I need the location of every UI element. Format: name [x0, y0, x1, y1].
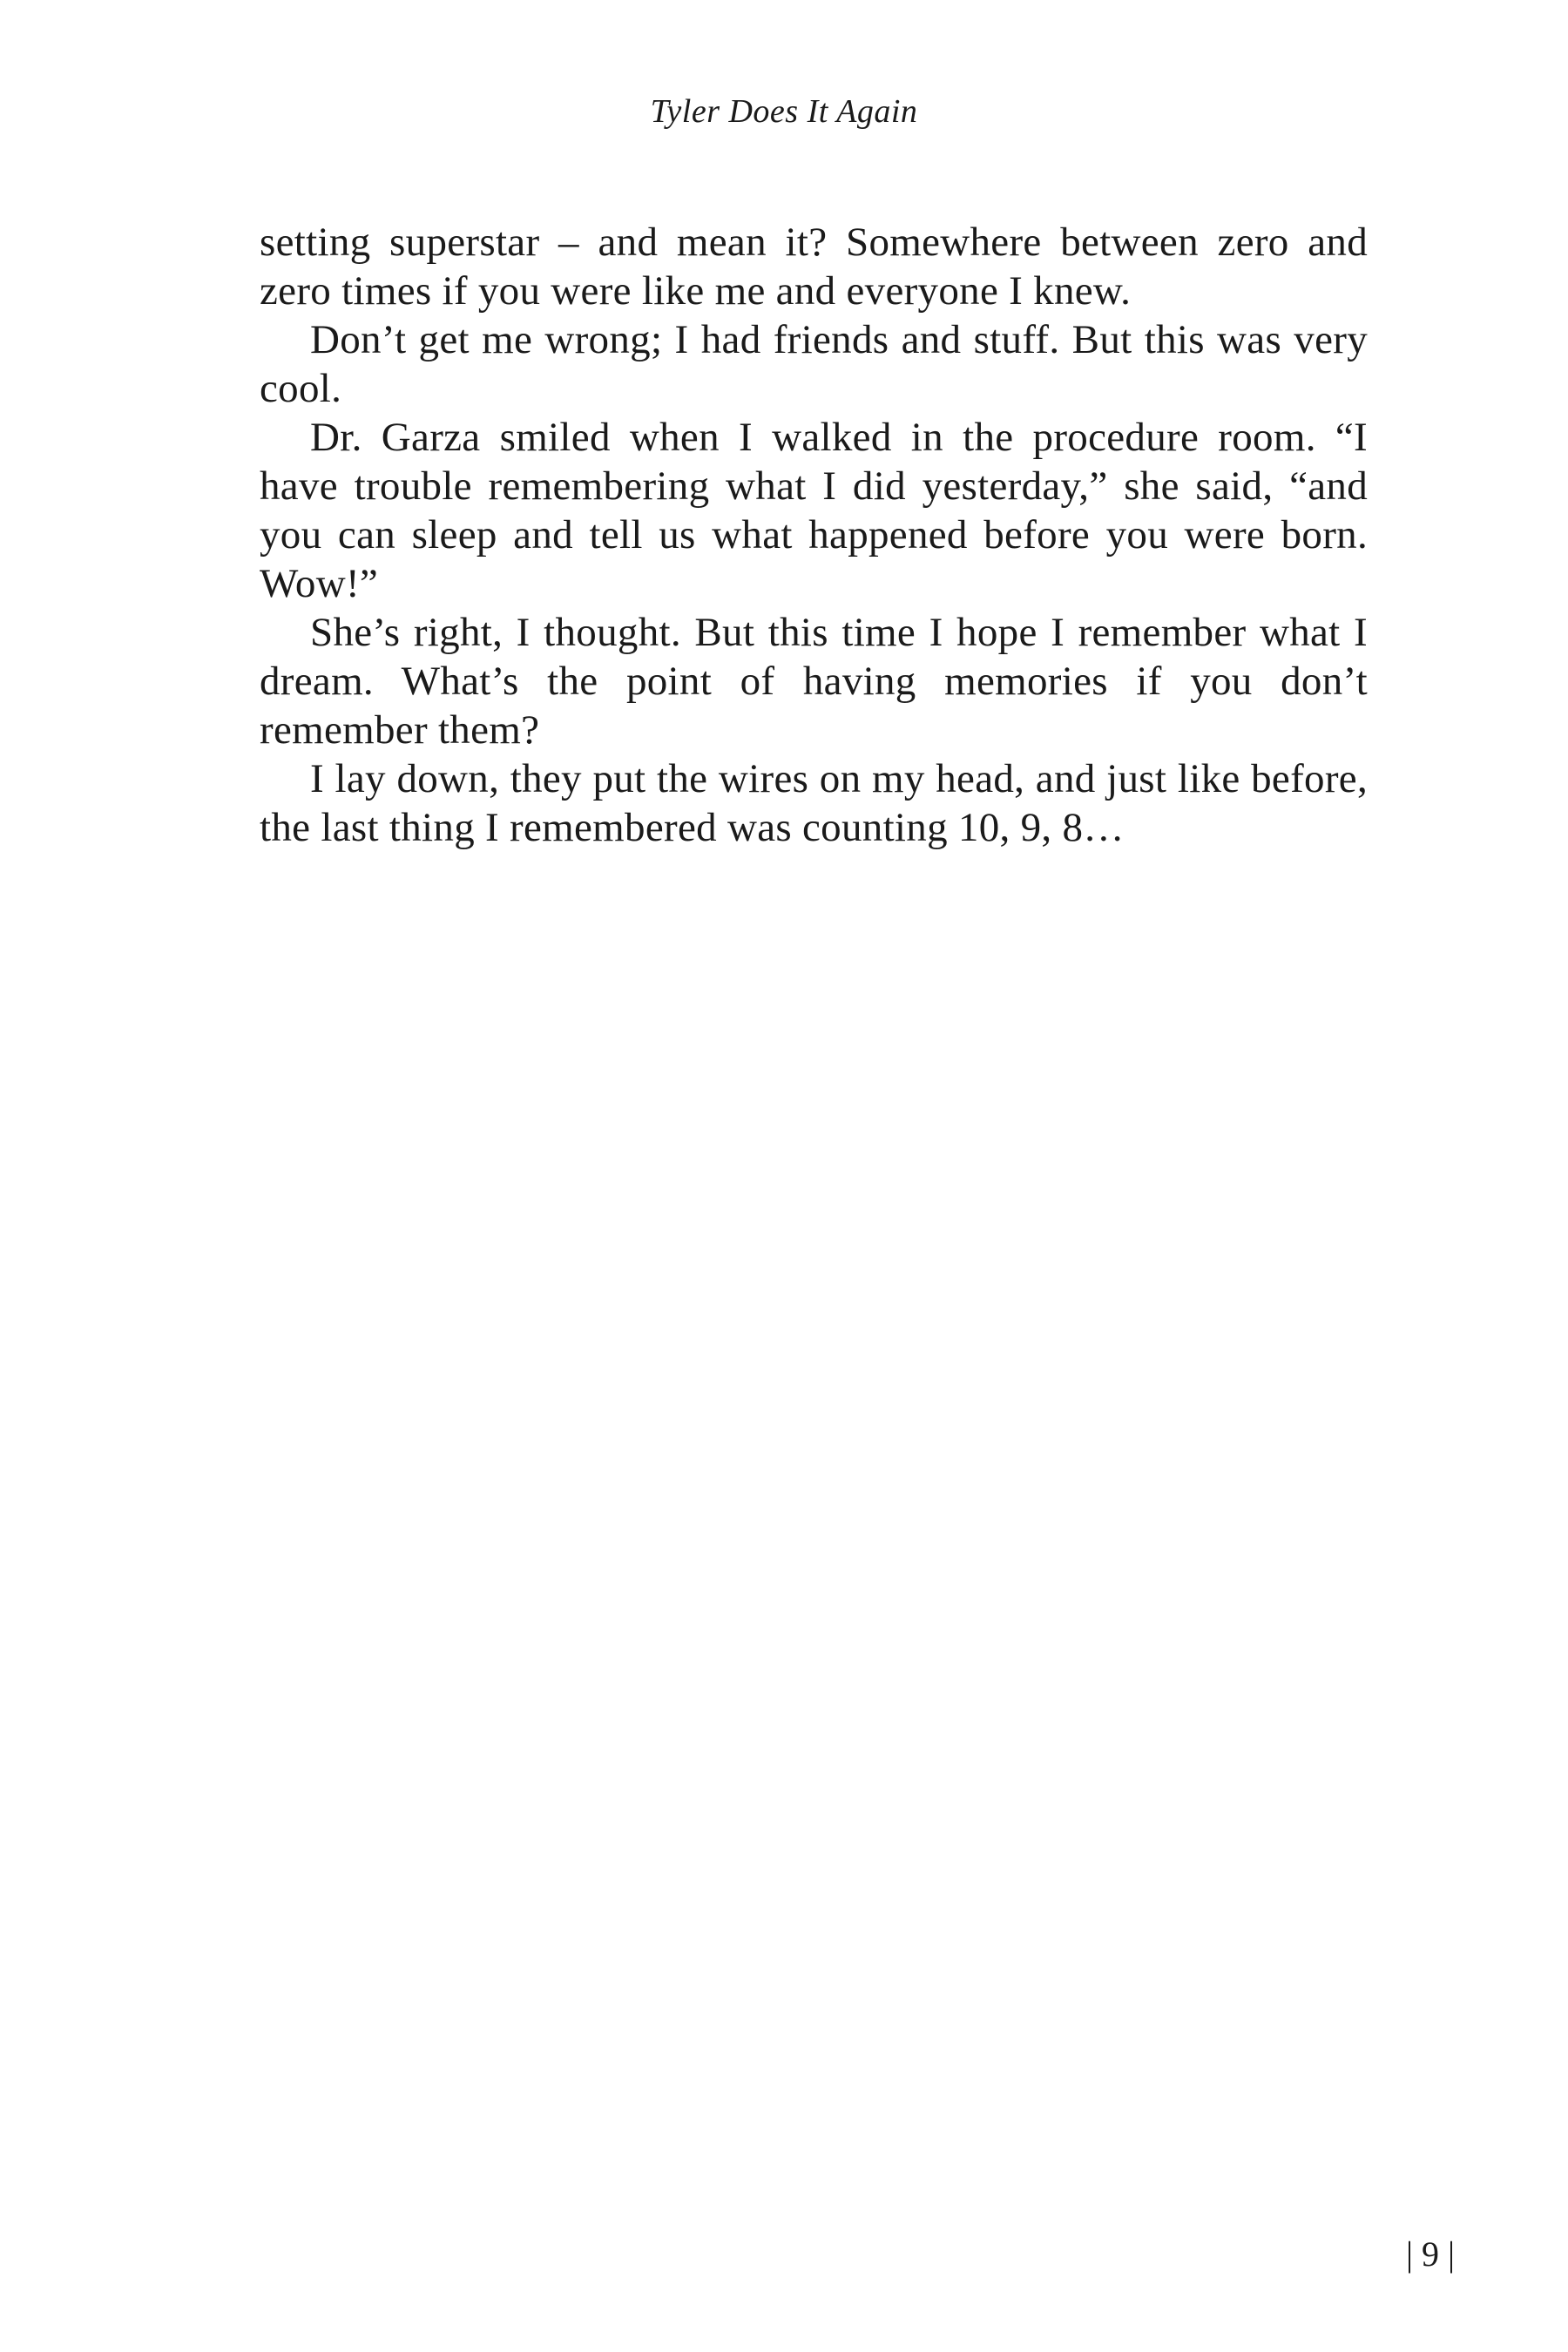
paragraph: I lay down, they put the wires on my head, and just like before, the last thing I remembered was counting 10, 9, 8… [260, 756, 1368, 850]
body-text [260, 218, 1368, 852]
page-number: | 9 | [1405, 2234, 1455, 2274]
running-header-title: Tyler Does It Again [650, 93, 918, 130]
paragraph-continuation: setting superstar – and mean it? Somewhere between zero and zero times if you were like me and everyone I knew. [260, 220, 1368, 314]
paragraph: She’s right, I thought. But this time I hope I remember what I dream. What’s the point of having memories if you don’t remember them? [260, 610, 1368, 753]
paragraph: Dr. Garza smiled when I walked in the procedure room. “I have trouble remembering what I did yesterday,” she said, “and you can sleep and tell us what happened before you were born. Wow!” [260, 415, 1368, 606]
paragraph: Don’t get me wrong; I had friends and stuff. But this was very cool. [260, 317, 1368, 411]
